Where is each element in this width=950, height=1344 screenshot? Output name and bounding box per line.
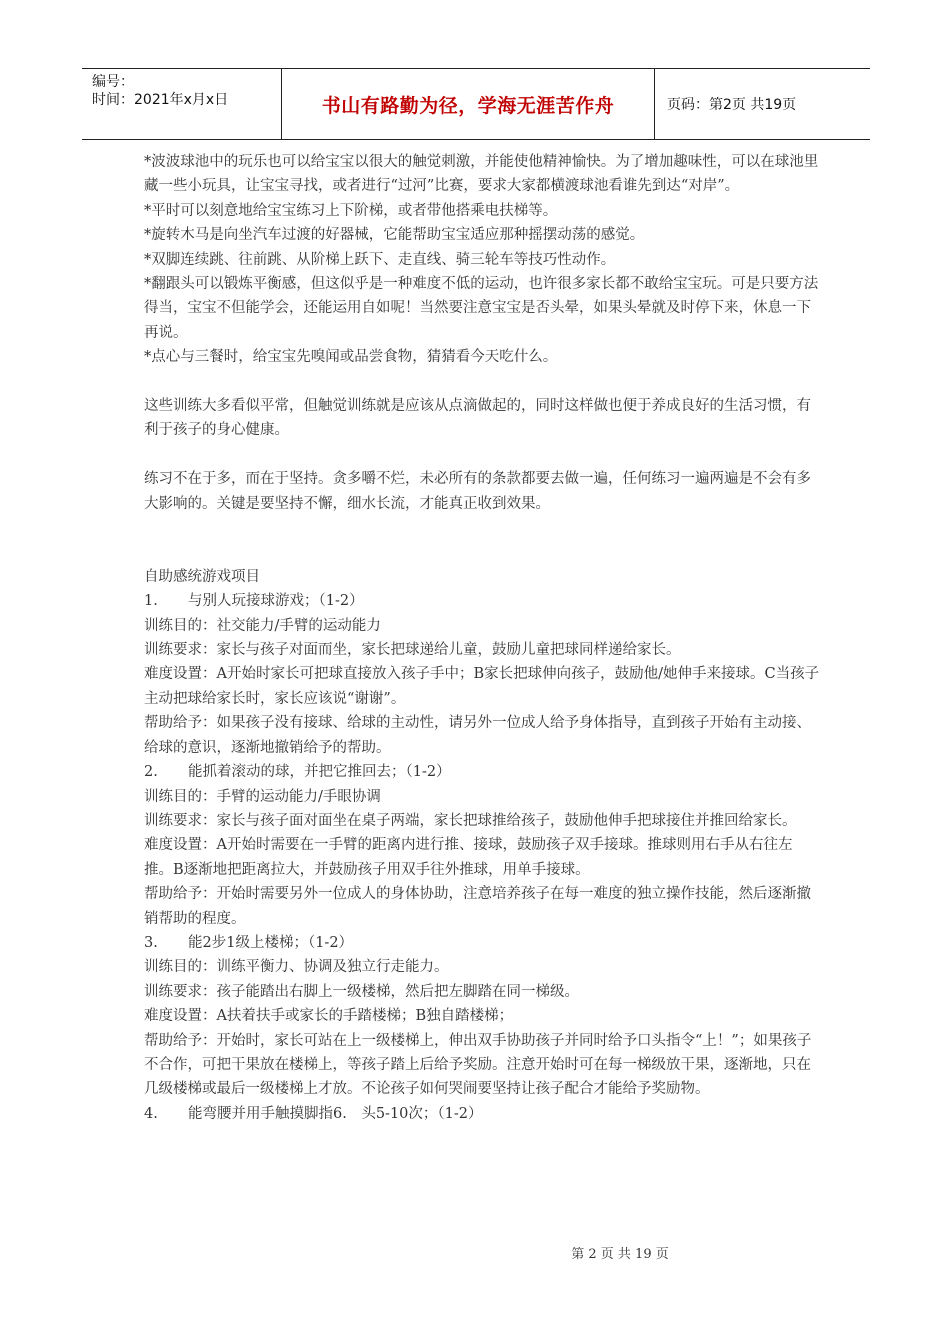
- item-number: 2.: [144, 764, 158, 781]
- item-title: 能抓着滚动的球，并把它推回去；（1-2）: [188, 764, 451, 781]
- item-number: 3.: [144, 934, 158, 951]
- item-line: 帮助给予：开始时，家长可站在上一级楼梯上，伸出双手协助孩子并同时给予口头指令“上！”；如果孩子不合作，可把干果放在楼梯上，等孩子踏上后给予奖励。注意开始时可在每一梯级放干果，逐渐地，只在几级楼梯或最后一级楼梯上才放。不论孩子如何哭闹要坚持让孩子配合才能给予奖励物。: [144, 1032, 812, 1098]
- item-number: 4.: [144, 1105, 158, 1122]
- item-line: 帮助给予：如果孩子没有接球、给球的主动性，请另外一位成人给予身体指导，直到孩子开始有主动接、给球的意识，逐渐地撤销给予的帮助。: [144, 715, 811, 756]
- item-line: 难度设置：A开始时家长可把球直接放入孩子手中；B家长把球伸向孩子，鼓励他/她伸手来接球。C当孩子主动把球给家长时，家长应该说“谢谢”。: [144, 666, 820, 707]
- item-line: 帮助给予：开始时需要另外一位成人的身体协助，注意培养孩子在每一难度的独立操作技能，然后逐渐撤销帮助的程度。: [144, 886, 811, 927]
- item-heading: [144, 1102, 820, 1126]
- item-heading: [144, 931, 820, 955]
- body-paragraph: 练习不在于多，而在于坚持。贪多嚼不烂，未必所有的条款都要去做一遍，任何练习一遍两遍是不会有多大影响的。关键是要坚持不懈，细水长流，才能真正收到效果。: [144, 471, 811, 512]
- document-body: [144, 150, 820, 1126]
- body-paragraph: *翻跟头可以锻炼平衡感，但这似乎是一种难度不低的运动，也许很多家长都不敢给宝宝玩。可是只要方法得当，宝宝不但能学会，还能运用自如呢！当然要注意宝宝是否头晕，如果头晕就及时停下来，休息一下再说。: [144, 276, 819, 341]
- item-title: 能2步1级上楼梯；（1-2）: [188, 934, 354, 951]
- item-heading: [144, 589, 820, 613]
- item-title: 能弯腰并用手触摸脚指6. 头5-10次；（1-2）: [188, 1105, 483, 1122]
- item-heading: [144, 760, 820, 784]
- item-line: 难度设置：A扶着扶手或家长的手踏楼梯；B独自踏楼梯；: [144, 1008, 514, 1025]
- item-line: 训练要求：家长与孩子对面而坐，家长把球递给儿童，鼓励儿童把球同样递给家长。: [144, 642, 681, 659]
- body-paragraph: *点心与三餐时，给宝宝先嗅闻或品尝食物，猜猜看今天吃什么。: [144, 349, 558, 366]
- item-line: 训练目的：社交能力/手臂的运动能力: [144, 617, 381, 634]
- header-meta: [82, 69, 282, 139]
- header-motto: 书山有路勤为径，学海无涯苦作舟: [282, 69, 655, 139]
- body-paragraph: *平时可以刻意地给宝宝练习上下阶梯，或者带他搭乘电扶梯等。: [144, 202, 558, 219]
- item-line: 难度设置：A开始时需要在一手臂的距离内进行推、接球，鼓励孩子双手接球。推球则用右手从右往左推。B逐渐地把距离拉大，并鼓励孩子用双手往外推球，用单手接球。: [144, 837, 793, 878]
- item-number: 1.: [144, 593, 158, 610]
- body-paragraph: *旋转木马是向坐汽车过渡的好器械，它能帮助宝宝适应那种摇摆动荡的感觉。: [144, 227, 645, 244]
- body-paragraph: 这些训练大多看似平常，但触觉训练就是应该从点滴做起的，同时这样做也便于养成良好的生活习惯，有利于孩子的身心健康。: [144, 398, 811, 439]
- item-line: 训练目的：手臂的运动能力/手眼协调: [144, 788, 381, 805]
- page-header: [82, 68, 870, 140]
- item-line: 训练要求：家长与孩子面对面坐在桌子两端，家长把球推给孩子，鼓励他伸手把球接住并推回给家长。: [144, 812, 797, 829]
- body-paragraph: *双脚连续跳、往前跳、从阶梯上跃下、走直线、骑三轮车等技巧性动作。: [144, 251, 616, 268]
- doc-date-label: 时间：2021年x月x日: [92, 92, 229, 108]
- item-line: 训练要求：孩子能踏出右脚上一级楼梯，然后把左脚踏在同一梯级。: [144, 983, 579, 1000]
- item-line: 训练目的：训练平衡力、协调及独立行走能力。: [144, 959, 449, 976]
- doc-number-label: 编号：: [92, 74, 134, 90]
- item-title: 与别人玩接球游戏；（1-2）: [188, 593, 364, 610]
- body-paragraph: *波波球池中的玩乐也可以给宝宝以很大的触觉刺激，并能使他精神愉快。为了增加趣味性，可以在球池里藏一些小玩具，让宝宝寻找，或者进行“过河”比赛，要求大家都横渡球池看谁先到达“对岸”。: [144, 154, 819, 195]
- section-title: 自助感统游戏项目: [144, 568, 260, 585]
- page-footer: 第 2 页 共 19 页: [571, 1247, 669, 1262]
- header-page-info: 页码：第2页 共19页: [667, 97, 797, 113]
